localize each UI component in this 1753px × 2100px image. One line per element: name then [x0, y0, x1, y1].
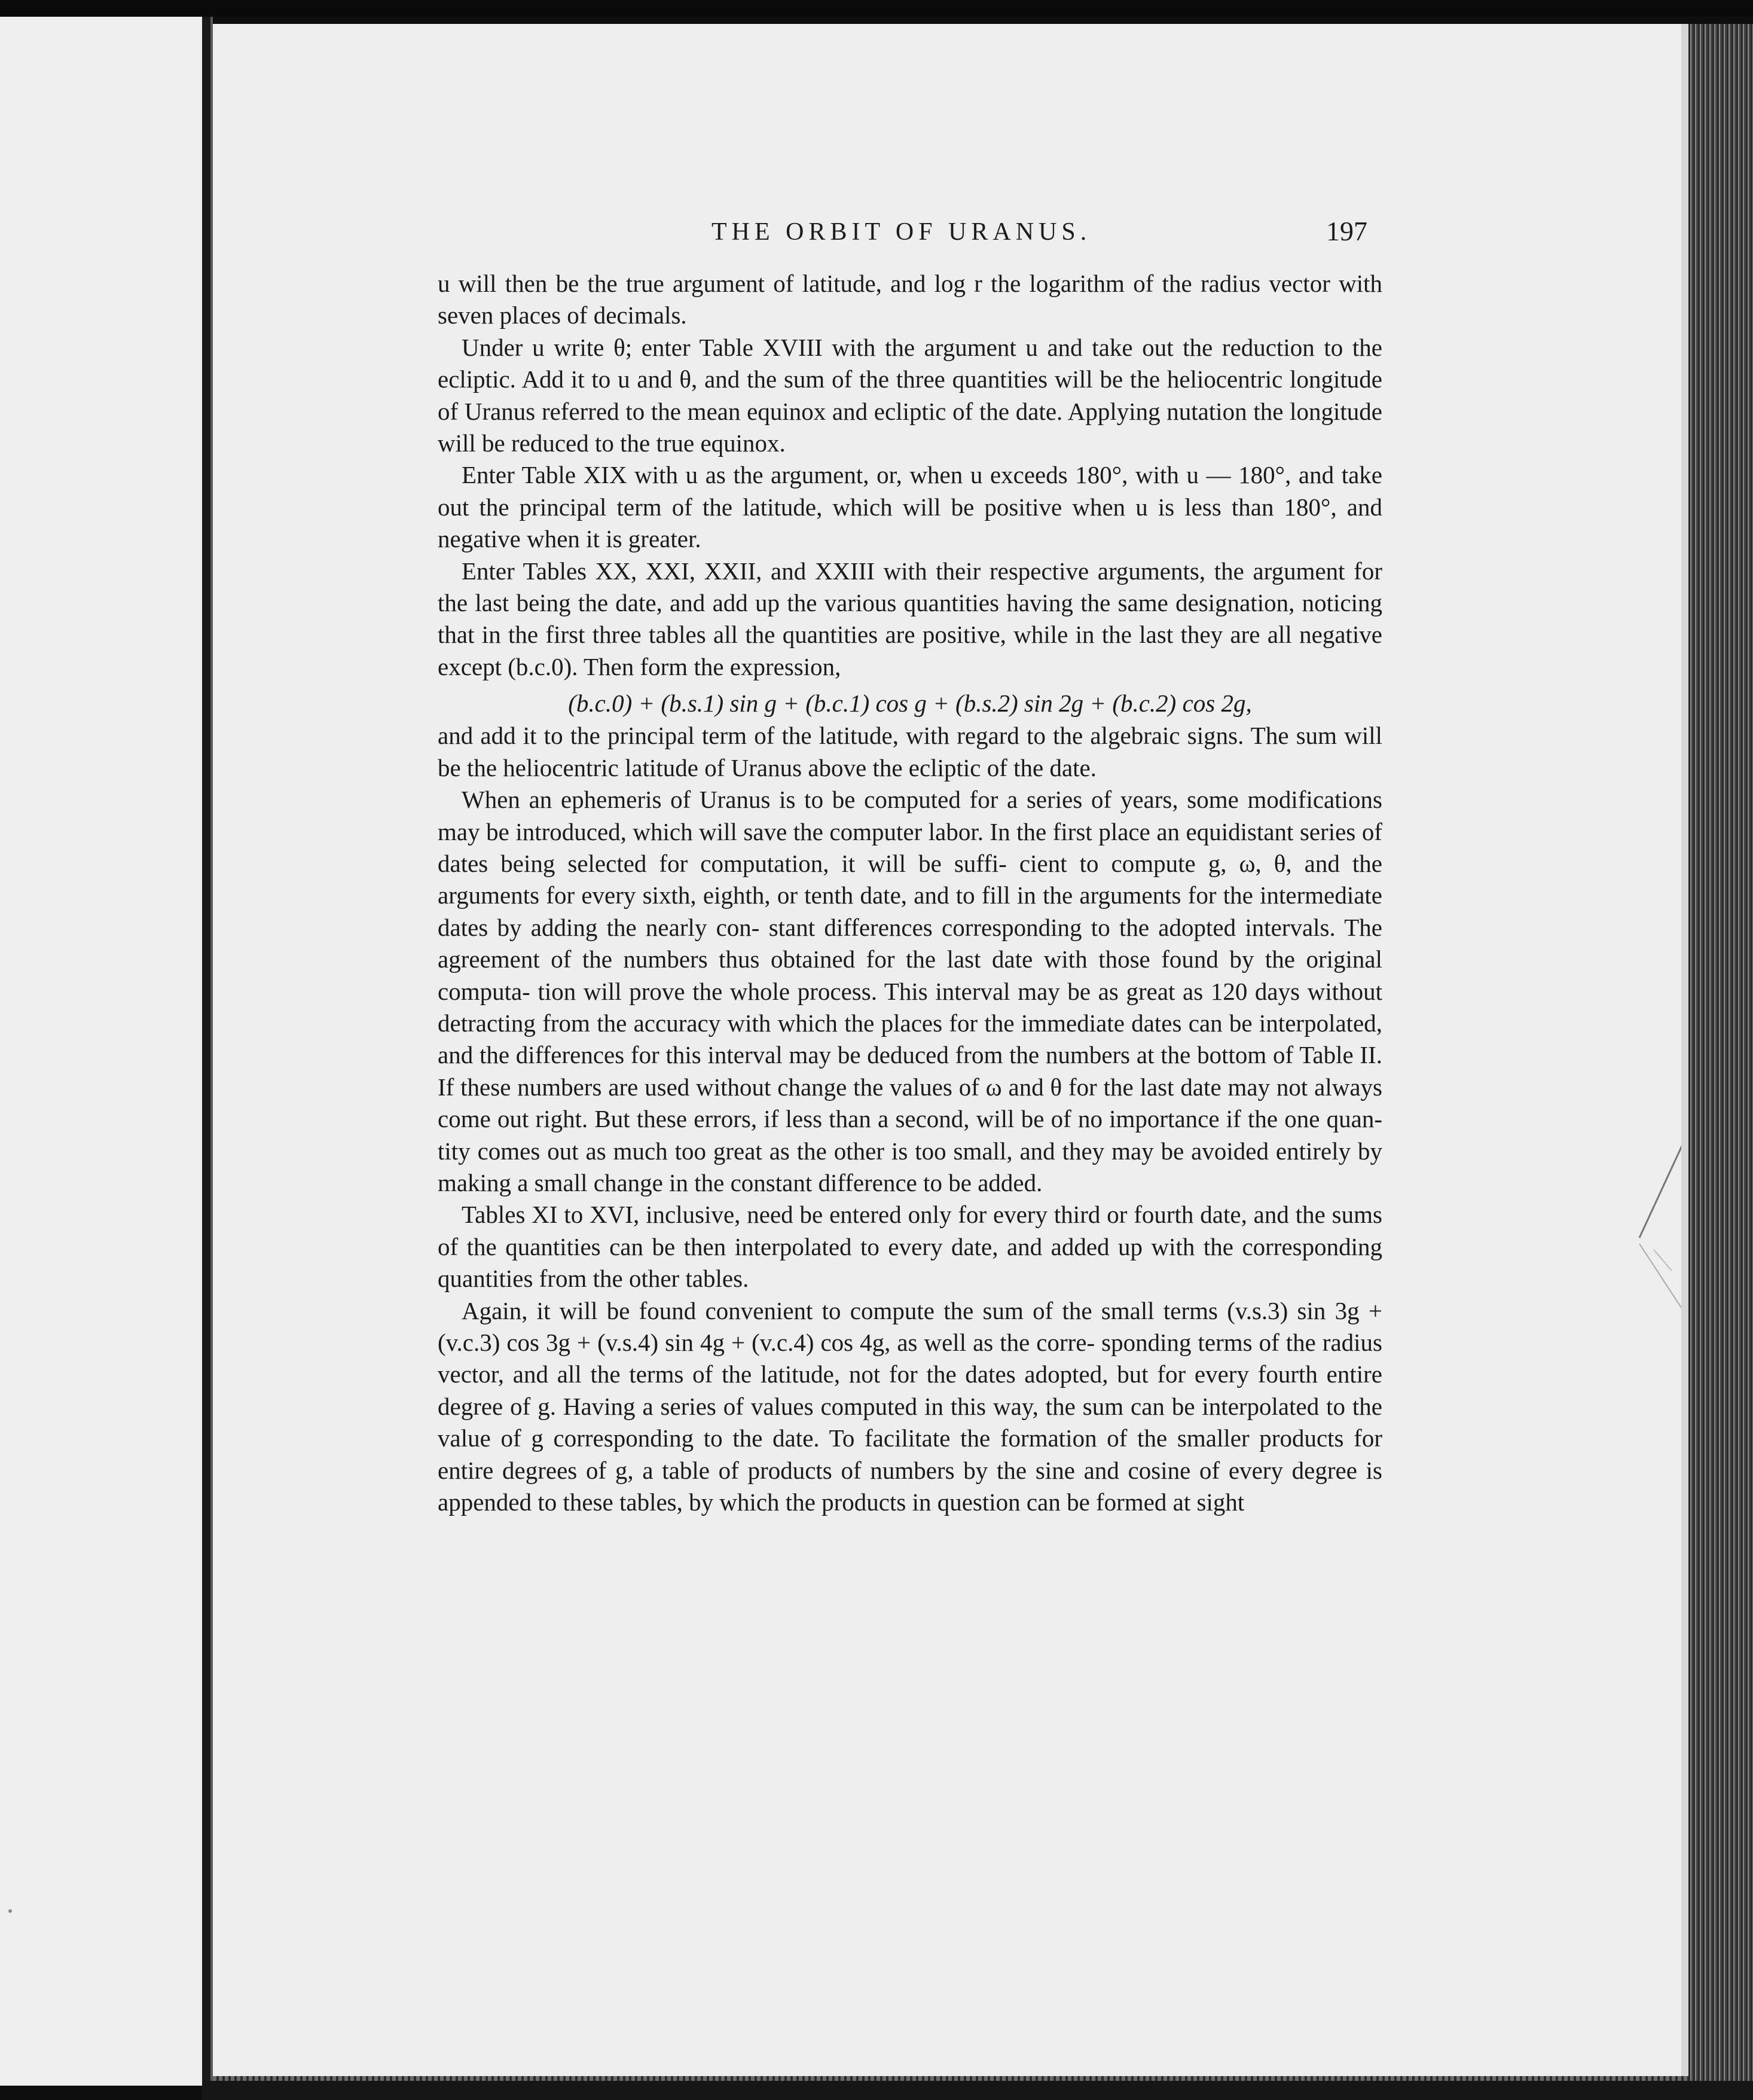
paragraph: Enter Table XIX with u as the argument, or, when u exceeds 180°, with u — 180°, and take out the principal term of the latitude, which will be positive when u is less than 180°, and negative when it is greater. [438, 461, 1382, 553]
paragraph: and add it to the principal term of the latitude, with regard to the algebraic signs. The sum will be the heliocentric latitude of Uranus above the ecliptic of the date. [438, 722, 1382, 782]
paragraph: u will then be the true argument of latitude, and log r the logarithm of the radius vector with seven places of decimals. [438, 270, 1382, 329]
body-text [438, 268, 1382, 1518]
paragraph: Under u write θ; enter Table XVIII with the argument u and take out the reduction to the ecliptic. Add it to u and θ, and the sum of the three quantities will be the heliocentric longitude of Uranus referred to the mean equinox and ecliptic of the date. Applying nutation the longitude will be reduced to the true equinox. [438, 333, 1382, 457]
facing-blank-page [0, 17, 202, 2086]
page-edge-stack [1688, 24, 1753, 2081]
paragraph: Enter Tables XX, XXI, XXII, and XXIII with their respective arguments, the argument for the last being the date, and add up the various quantities having the same designation, noticing that in the first three tables all the quantities are positive, while in the last they are all negative except (b.c.0). Then form the expression, [438, 557, 1382, 680]
paragraph: When an ephemeris of Uranus is to be computed for a series of years, some modifications may be introduced, which will save the computer labor. In the first place an equidistant series of dates being selected for computation, it will be suffi- cient to compute g, ω, θ, and the arguments for every sixth, eighth, or tenth date, and to fill in the arguments for the intermediate dates by adding the nearly con- stant differences corresponding to the adopted intervals. The agreement of the numbers thus obtained for the last date with those found by the original computa- tion will prove the whole process. This interval may be as great as 120 days without detracting from the accuracy with which the places for the immediate dates can be interpolated, and the differences for this interval may be deduced from the numbers at the bottom of Table II. If these numbers are used without change the values of ω and θ for the last date may not always come out right. But these errors, if less than a second, will be of no importance if the one quan- tity comes out as much too great as the other is too small, and they may be avoided entirely by making a small change in the constant difference to be added. [438, 786, 1382, 1196]
scan-border-bottom [202, 2081, 1753, 2100]
scan-border-top [0, 0, 1753, 17]
page-number: 197 [1326, 216, 1367, 246]
page-edge-light [1681, 24, 1688, 2081]
book-gutter [202, 17, 210, 2086]
running-head: THE ORBIT OF URANUS. [711, 218, 1092, 246]
paragraph: Again, it will be found convenient to compute the sum of the small terms (v.s.3) sin 3g + (v.c.3) cos 3g + (v.s.4) sin 4g + (v.c.4) cos 4g, as well as the corre- sponding terms of the radius vector, and all the terms of the latitude, not for the dates adopted, but for every fourth entire degree of g. Having a series of values computed in this way, the sum can be interpolated to the value of g corresponding to the date. To facilitate the formation of the smaller products for entire degrees of g, a table of products of numbers by the sine and cosine of every degree is appended to these tables, by which the products in question can be formed at sight [438, 1296, 1382, 1516]
scan-speck [8, 1909, 12, 1913]
latitude-formula: (b.c.0) + (b.s.1) sin g + (b.c.1) cos g + (b.s.2) sin 2g + (b.c.2) cos 2g, [568, 689, 1252, 718]
paragraph: Tables XI to XVI, inclusive, need be entered only for every third or fourth date, and the sums of the quantities can be then interpolated to every date, and added up with the corresponding quantities from the other tables. [438, 1201, 1382, 1293]
page-edge-bottom [213, 2076, 1688, 2081]
